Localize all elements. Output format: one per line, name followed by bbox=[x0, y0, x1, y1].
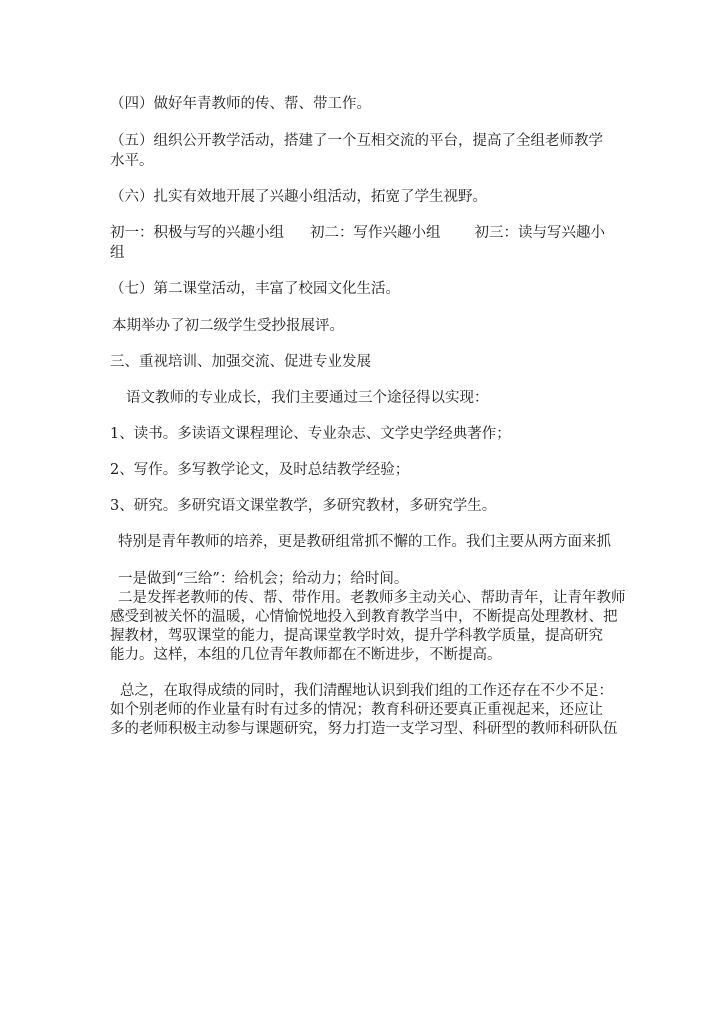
paragraph-section-five-line1: （五）组织公开教学活动，搭建了一个互相交流的平台，提高了全组老师教学 bbox=[110, 133, 603, 149]
paragraph-mentoring-line2: 感受到被关怀的温暖，心情愉悦地投入到教育教学当中，不断提高处理教材、把 bbox=[110, 609, 618, 625]
paragraph-section-six: （六）扎实有效地开展了兴趣小组活动，拓宽了学生视野。 bbox=[110, 189, 487, 205]
list-item-research: 3、研究。多研究语文课堂教学，多研究教材，多研究学生。 bbox=[110, 498, 497, 514]
paragraph-exhibition: 本期举办了初二级学生受抄报展评。 bbox=[112, 318, 344, 334]
interest-group-grade1: 初一：积极与写的兴趣小组 bbox=[110, 225, 284, 241]
paragraph-section-four: （四）做好年青教师的传、帮、带工作。 bbox=[110, 96, 371, 112]
paragraph-section-seven: （七）第二课堂活动，丰富了校园文化生活。 bbox=[110, 281, 400, 297]
paragraph-young-teachers: 特别是青年教师的培养，更是教研组常抓不懈的工作。我们主要从两方面来抓 bbox=[118, 534, 611, 550]
paragraph-mentoring-line1: 二是发挥老教师的传、帮、带作用。老教师多主动关心、帮助青年，让青年教师 bbox=[118, 590, 626, 606]
paragraph-three-gives: 一是做到“三给”：给机会；给动力；给时间。 bbox=[118, 571, 409, 587]
paragraph-mentoring-line3: 握教材，驾驭课堂的能力，提高课堂教学时效，提升学科教学质量，提高研究 bbox=[110, 628, 603, 644]
heading-section-three: 三、重视培训、加强交流、促进专业发展 bbox=[110, 354, 371, 370]
paragraph-summary-line3: 多的老师积极主动参与课题研究，努力打造一支学习型、科研型的教师科研队伍 bbox=[110, 721, 618, 737]
interest-groups-line2: 组 bbox=[110, 245, 125, 261]
list-item-reading: 1、读书。多读语文课程理论、专业杂志、文学史学经典著作； bbox=[110, 426, 511, 442]
paragraph-growth-intro: 语文教师的专业成长，我们主要通过三个途径得以实现： bbox=[126, 390, 489, 406]
interest-groups-line bbox=[110, 223, 620, 243]
interest-group-grade3: 初三：读与写兴趣小 bbox=[474, 225, 605, 241]
list-item-writing: 2、写作。多写教学论文，及时总结教学经验； bbox=[110, 462, 410, 478]
paragraph-mentoring-line4: 能力。这样，本组的几位青年教师都在不断进步，不断提高。 bbox=[110, 647, 502, 663]
paragraph-summary-line2: 如个别老师的作业量有时有过多的情况；教育科研还要真正重视起来，还应让 bbox=[110, 702, 603, 718]
interest-group-grade2: 初二：写作兴趣小组 bbox=[310, 225, 441, 241]
paragraph-summary-line1: 总之，在取得成绩的同时，我们清醒地认识到我们组的工作还存在不少不足： bbox=[120, 683, 613, 699]
paragraph-section-five-line2: 水平。 bbox=[110, 153, 154, 169]
